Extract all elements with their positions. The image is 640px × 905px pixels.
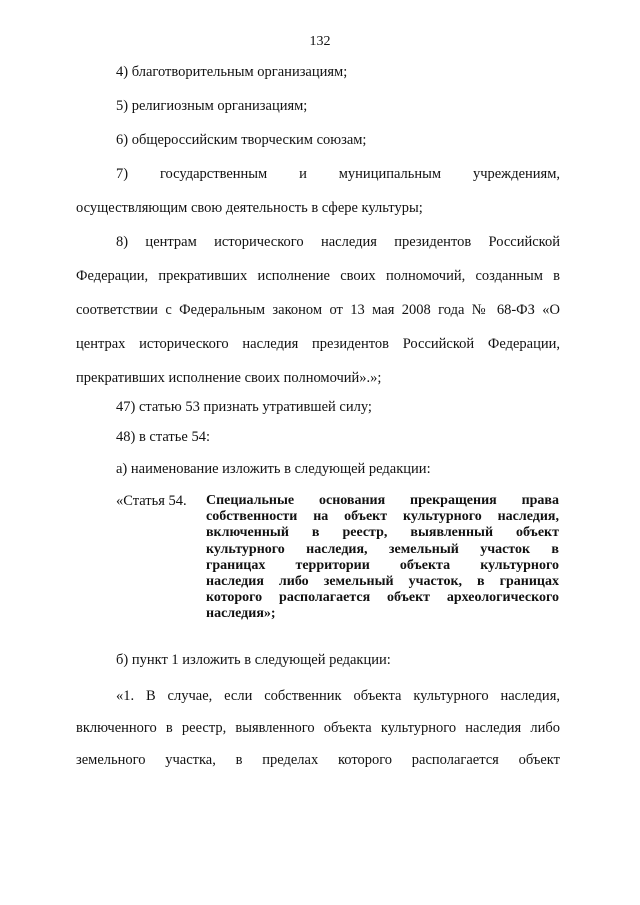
list-item-5: 5) религиозным организациям; (116, 98, 308, 114)
article-title (206, 493, 559, 623)
point-1-line-3: земельного участка, в пределах которого располагается объект (76, 752, 560, 768)
page-number: 132 (309, 34, 331, 49)
list-item-8-line-1: 8) центрам исторического наследия президентов Российской (116, 234, 560, 250)
article-label: «Статья 54. (116, 493, 187, 509)
item-48: 48) в статье 54: (116, 429, 210, 445)
article-title-line: границах территории объекта культурного (206, 557, 559, 573)
article-title-line: наследия либо земельный участок, в границах (206, 574, 559, 590)
list-item-8-line-4: центрах исторического наследия президентов Российской Федерации, (76, 336, 560, 352)
list-item-7-line-2: осуществляющим свою деятельность в сфере культуры; (76, 200, 423, 216)
item-47: 47) статью 53 признать утратившей силу; (116, 399, 372, 415)
article-title-line: которого располагается объект археологического (206, 590, 559, 606)
list-item-8-line-2: Федерации, прекративших исполнение своих полномочий, созданным в (76, 268, 560, 284)
list-item-4: 4) благотворительным организациям; (116, 64, 348, 80)
subitem-a: а) наименование изложить в следующей редакции: (116, 461, 431, 477)
point-1-line-2: включенного в реестр, выявленного объекта культурного наследия либо (76, 720, 560, 736)
list-item-6: 6) общероссийским творческим союзам; (116, 132, 367, 148)
list-item-8-line-5: прекративших исполнение своих полномочий».»; (76, 370, 382, 386)
article-title-line: включенный в реестр, выявленный объект (206, 525, 559, 541)
point-1-line-1: «1. В случае, если собственник объекта культурного наследия, (116, 688, 560, 704)
subitem-b: б) пункт 1 изложить в следующей редакции: (116, 652, 391, 668)
list-item-8-line-3: соответствии с Федеральным законом от 13 мая 2008 года № 68-ФЗ «О (76, 302, 560, 318)
article-title-line: собственности на объект культурного наследия, (206, 509, 559, 525)
list-item-7-line-1: 7) государственным и муниципальным учреждениям, (116, 166, 560, 182)
article-title-line: Специальные основания прекращения права (206, 493, 559, 508)
article-title-line: культурного наследия, земельный участок в (206, 541, 559, 557)
article-title-line: наследия»; (206, 606, 276, 622)
